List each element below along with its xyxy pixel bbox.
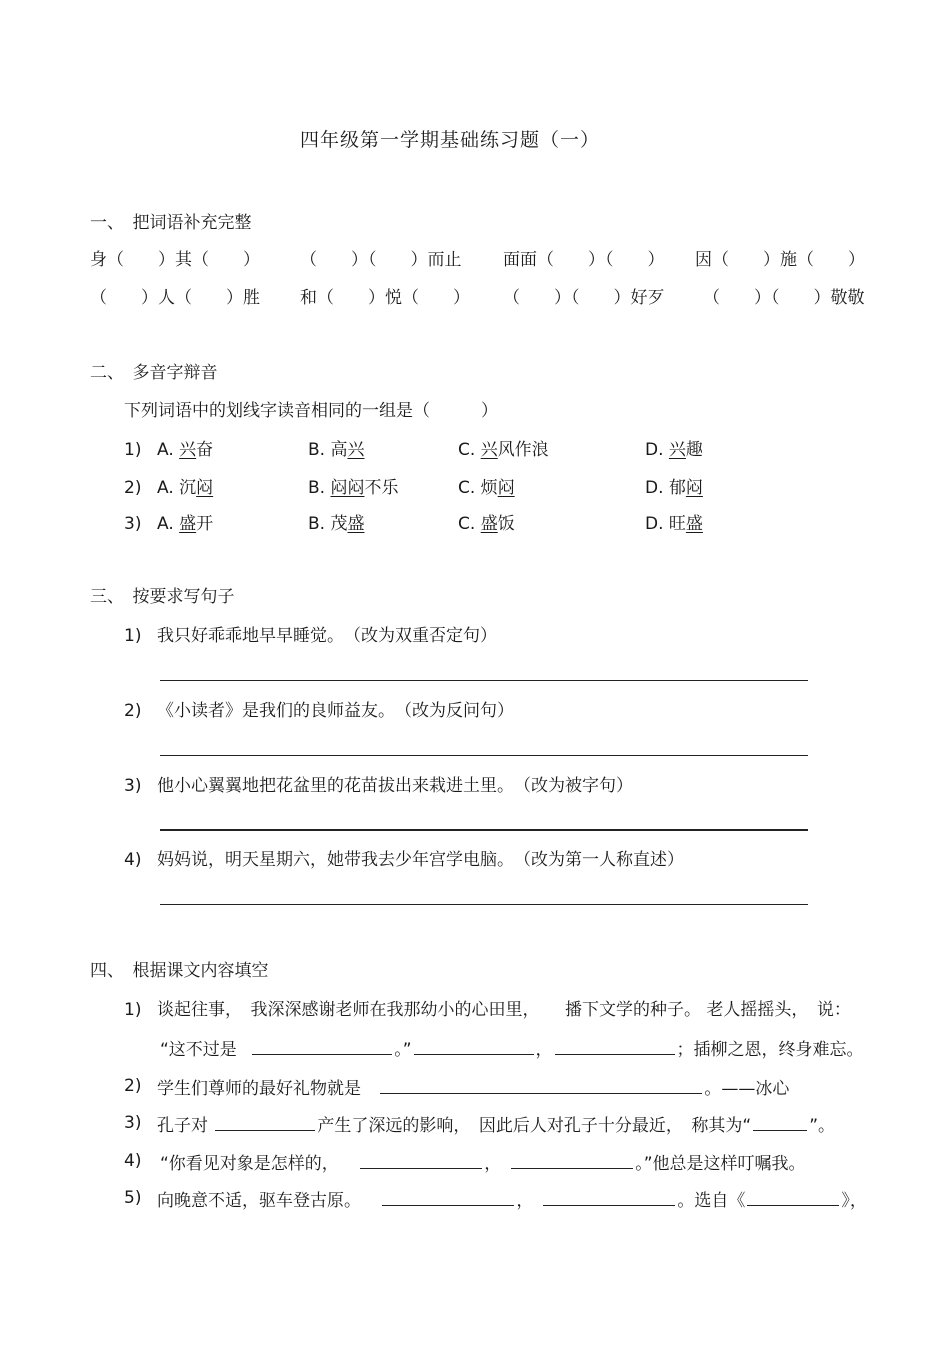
s4-q5-text-d: 》， [841,1191,867,1211]
s4-q4-text-c: 。”他总是这样叮嘱我。 [635,1154,806,1174]
section-1-heading: 一、 把词语补充完整 [90,213,252,233]
s1-row2-item-3: （ ）（ ）好歹 [503,288,665,308]
s1-row1-item-2: （ ）（ ）而止 [300,250,462,270]
s4-q1-text-c: ， [535,1040,553,1060]
s4-q1-blank-2[interactable] [414,1037,534,1055]
s1-row1-item-1: 身（ ）其（ ） [90,250,260,270]
s4-q3-line [157,1113,835,1136]
s1-row1-item-4: 因（ ）施（ ） [695,250,865,270]
s3-q3-number: 3) [124,776,142,796]
s4-q5-text-b: ， [516,1191,534,1211]
s4-q1-text-a: “这不过是 [160,1040,237,1060]
s4-q2-text-b: 。——冰心 [704,1079,790,1099]
s2-instruction: 下列词语中的划线字读音相同的一组是（ ） [124,401,498,421]
s4-q1-line1: 谈起往事， 我深深感谢老师在我那幼小的心田里， 播下文学的种子。 老人摇摇头， 说： [157,1000,851,1020]
s4-q1-text-b: 。” [394,1040,412,1060]
s4-q4-blank-1[interactable] [360,1151,482,1169]
s4-q3-number: 3) [124,1113,142,1133]
s4-q5-text-a: 向晚意不适，驱车登古原。 [157,1191,361,1211]
section-3-heading: 三、 按要求写句子 [90,587,235,607]
s2-q3-option-a: A. 盛开 [157,514,214,534]
s1-row2-item-2: 和（ ）悦（ ） [300,288,470,308]
s4-q4-number: 4) [124,1151,142,1171]
s2-q2-option-d: D. 郁闷 [645,478,703,498]
s3-q2-text: 《小读者》是我们的良师益友。 （改为反问句） [157,701,514,721]
s4-q3-text-c: ”。 [809,1116,836,1136]
s4-q1-blank-3[interactable] [555,1037,675,1055]
s4-q2-text-a: 学生们尊师的最好礼物就是 [157,1079,361,1099]
s1-row2-item-1: （ ）人（ ）胜 [90,288,260,308]
s4-q2-blank[interactable] [380,1076,702,1094]
s4-q2-line [157,1076,789,1099]
s4-q4-line [160,1151,806,1174]
s3-q3-answer-line[interactable] [160,829,808,831]
s2-q3-option-d: D. 旺盛 [645,514,703,534]
s2-q1-option-c: C. 兴风作浪 [458,440,549,460]
s4-q1-text-d: ；插柳之恩，终身难忘。 [676,1040,864,1060]
s3-q1-number: 1) [124,626,142,646]
s1-row1-item-3: 面面（ ）（ ） [503,250,665,270]
s2-q3-option-c: C. 盛饭 [458,514,515,534]
s4-q4-blank-2[interactable] [511,1151,633,1169]
s3-q1-text: 我只好乖乖地早早睡觉。 （改为双重否定句） [157,626,497,646]
s4-q5-line [157,1188,867,1211]
s3-q4-answer-line[interactable] [160,904,808,905]
s4-q5-number: 5) [124,1188,142,1208]
s2-q2-number: 2) [124,478,142,498]
s3-q2-answer-line[interactable] [160,755,808,756]
s3-q3-text: 他小心翼翼地把花盆里的花苗拔出来栽进土里。 （改为被字句） [157,776,633,796]
s2-q2-option-a: A. 沉闷 [157,478,214,498]
s2-q1-option-b: B. 高兴 [308,440,365,460]
s2-q2-option-c: C. 烦闷 [458,478,515,498]
s4-q3-text-a: 孔子对 [157,1116,208,1136]
s4-q1-number: 1) [124,1000,142,1020]
s4-q1-blank-1[interactable] [252,1037,392,1055]
s3-q2-number: 2) [124,701,142,721]
s2-q1-number: 1) [124,440,142,460]
s4-q5-text-c: 。选自《 [677,1191,746,1211]
s4-q1-line2 [160,1037,864,1060]
s3-q4-text: 妈妈说，明天星期六，她带我去少年宫学电脑。 （改为第一人称直述） [157,850,684,870]
s2-q3-number: 3) [124,514,142,534]
s4-q5-blank-2[interactable] [543,1188,675,1206]
s4-q3-text-b: 产生了深远的影响， 因此后人对孔子十分最近， 称其为“ [317,1116,752,1136]
s4-q2-number: 2) [124,1076,142,1096]
section-2-heading: 二、 多音字辩音 [90,363,218,383]
s2-q1-option-a: A. 兴奋 [157,440,214,460]
s4-q5-blank-1[interactable] [382,1188,514,1206]
section-4-heading: 四、 根据课文内容填空 [90,961,269,981]
s4-q5-blank-3[interactable] [747,1188,839,1206]
s1-row2-item-4: （ ）（ ）敬敬 [703,288,865,308]
s2-q2-option-b: B. 闷闷不乐 [308,478,399,498]
s4-q4-text-b: ， [484,1154,502,1174]
s4-q4-text-a: “你看见对象是怎样的， [160,1154,339,1174]
s4-q3-blank-2[interactable] [753,1113,807,1131]
s3-q4-number: 4) [124,850,142,870]
s2-q1-option-d: D. 兴趣 [645,440,703,460]
s4-q3-blank-1[interactable] [215,1113,315,1131]
page-title: 四年级第一学期基础练习题（一） [300,129,601,151]
s2-q3-option-b: B. 茂盛 [308,514,365,534]
s3-q1-answer-line[interactable] [160,680,808,681]
